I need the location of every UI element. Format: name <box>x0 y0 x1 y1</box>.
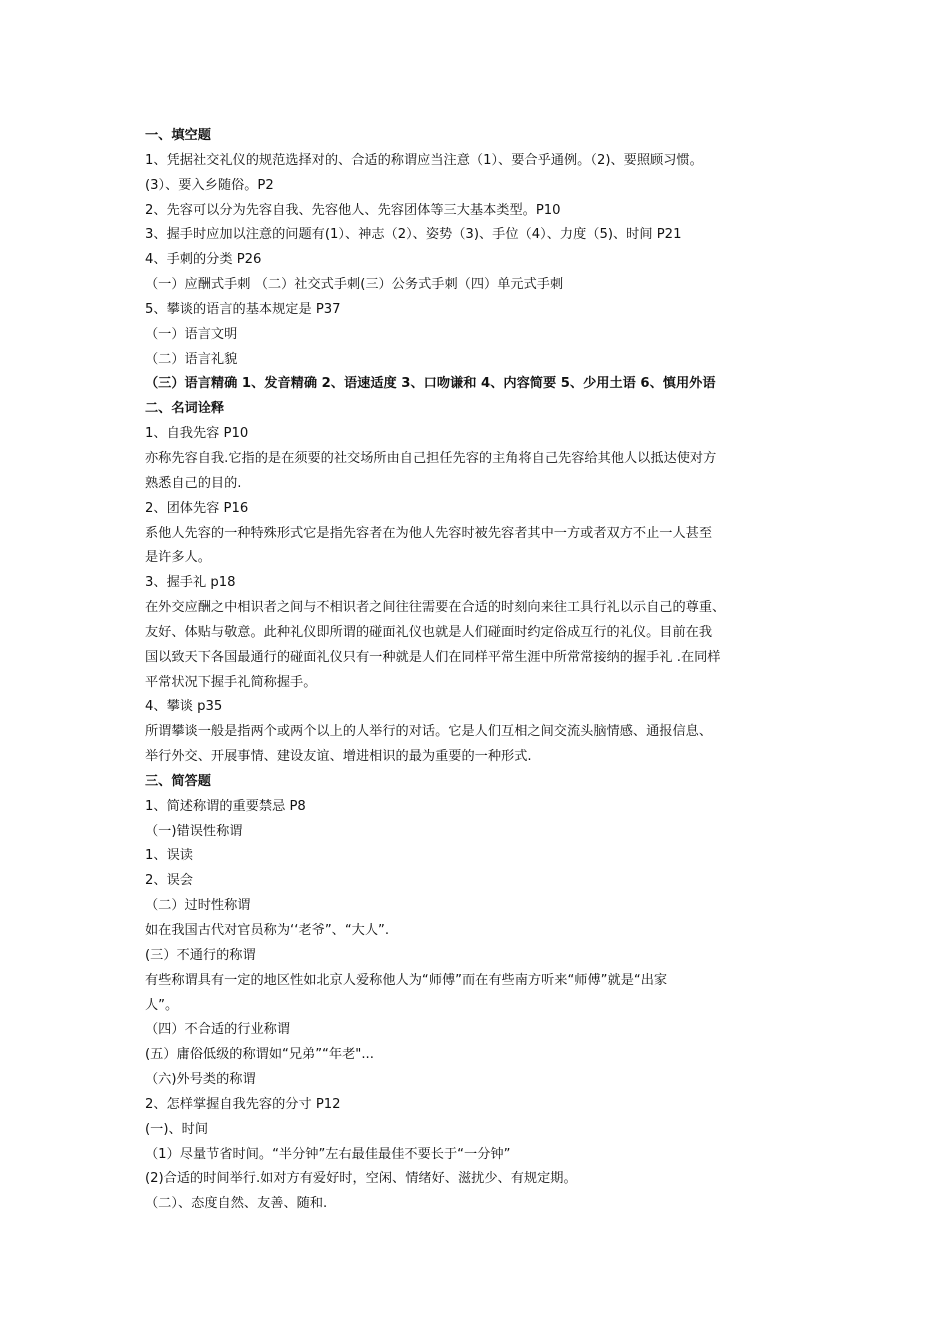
text-line: 有些称谓具有一定的地区性如北京人爱称他人为“师傅”而在有些南方听来“师傅”就是“出家 <box>145 972 668 988</box>
section-heading: 二、名词诠释 <box>145 401 225 417</box>
text-line: 友好、体贴与敬意。此种礼仪即所谓的碰面礼仪也就是人们碰面时约定俗成互行的礼仪。目前在我 <box>145 624 713 640</box>
text-line: (一)、时间 <box>145 1121 209 1137</box>
text-line: 3、握手礼 p18 <box>145 575 236 591</box>
text-line: 所谓攀谈一般是指两个或两个以上的人举行的对话。它是人们互相之间交流头脑情感、通报信息、 <box>145 724 713 740</box>
text-line: （二）语言礼貌 <box>145 351 238 367</box>
text-line: 1、误读 <box>145 848 193 864</box>
text-line: 2、误会 <box>145 873 193 889</box>
text-line: 1、凭据社交礼仪的规范选择对的、合适的称谓应当注意（1）、要合乎通例。（2)、要照顾习惯。 <box>145 152 703 168</box>
text-line: (三）不通行的称谓 <box>145 947 256 963</box>
text-line: （二）过时性称谓 <box>145 898 251 914</box>
text-line: （四）不合适的行业称谓 <box>145 1022 291 1038</box>
text-line: 在外交应酬之中相识者之间与不相识者之间往往需要在合适的时刻向来往工具行礼以示自己的尊重、 <box>145 600 726 616</box>
text-line: （二）、态度自然、友善、随和. <box>145 1196 328 1212</box>
text-line: 举行外交、开展事情、建设友谊、增进相识的最为重要的一种形式. <box>145 749 532 765</box>
text-line: 是许多人。 <box>145 550 211 566</box>
text-line: 1、简述称谓的重要禁忌 P8 <box>145 798 306 814</box>
text-line: 2、团体先容 P16 <box>145 500 249 516</box>
text-line: 2、先容可以分为先容自我、先容他人、先容团体等三大基本类型。P10 <box>145 202 561 218</box>
text-line: 国以致天下各国最通行的碰面礼仪只有一种就是人们在同样平常生涯中所常常接纳的握手礼 .在同样 <box>145 649 721 665</box>
text-line: 人”。 <box>145 997 179 1013</box>
text-line: 平常状况下握手礼简称握手。 <box>145 674 317 690</box>
text-line: (五）庸俗低级的称谓如“兄弟”“年老"... <box>145 1047 374 1063</box>
text-line: 4、手刺的分类 P26 <box>145 252 262 268</box>
text-line: 亦称先容自我.它指的是在须要的社交场所由自己担任先容的主角将自己先容给其他人以抵达使对方 <box>145 450 717 466</box>
section-heading: （三）语言精确 1、发音精确 2、语速适度 3、口吻谦和 4、内容简要 5、少用土语 6、慎用外语 <box>145 376 716 392</box>
text-line: 如在我国古代对官员称为‘‘老爷”、“大人”. <box>145 923 390 938</box>
text-line: 1、自我先容 P10 <box>145 426 249 442</box>
section-heading: 三、简答题 <box>145 773 211 789</box>
text-line: 5、攀谈的语言的基本规定是 P37 <box>145 301 341 317</box>
text-line: (3）、要入乡随俗。P2 <box>145 177 274 193</box>
document-body <box>145 124 825 1217</box>
text-line: 4、攀谈 p35 <box>145 699 223 715</box>
section-heading: 一、填空题 <box>145 128 211 143</box>
text-line: 系他人先容的一种特殊形式它是指先容者在为他人先容时被先容者其中一方或者双方不止一人甚至 <box>145 525 713 541</box>
text-line: 3、握手时应加以注意的问题有(1）、神志（2）、姿势（3)、手位（4）、力度（5)、时间 P21 <box>145 227 682 243</box>
text-line: （1）尽量节省时间。“半分钟”左右最佳最佳不要长于“一分钟” <box>145 1146 511 1162</box>
text-line: （一）语言文明 <box>145 326 238 342</box>
text-line: （六)外号类的称谓 <box>145 1072 256 1088</box>
text-line: （一）应酬式手刺 （二）社交式手刺(三）公务式手刺（四）单元式手刺 <box>145 277 564 293</box>
text-line: 熟悉自己的目的. <box>145 475 242 491</box>
text-line: （一)错误性称谓 <box>145 823 243 839</box>
text-line: (2)合适的时间举行.如对方有爱好时，空闲、情绪好、滋扰少、有规定期。 <box>145 1171 577 1187</box>
text-line: 2、怎样掌握自我先容的分寸 P12 <box>145 1096 341 1112</box>
